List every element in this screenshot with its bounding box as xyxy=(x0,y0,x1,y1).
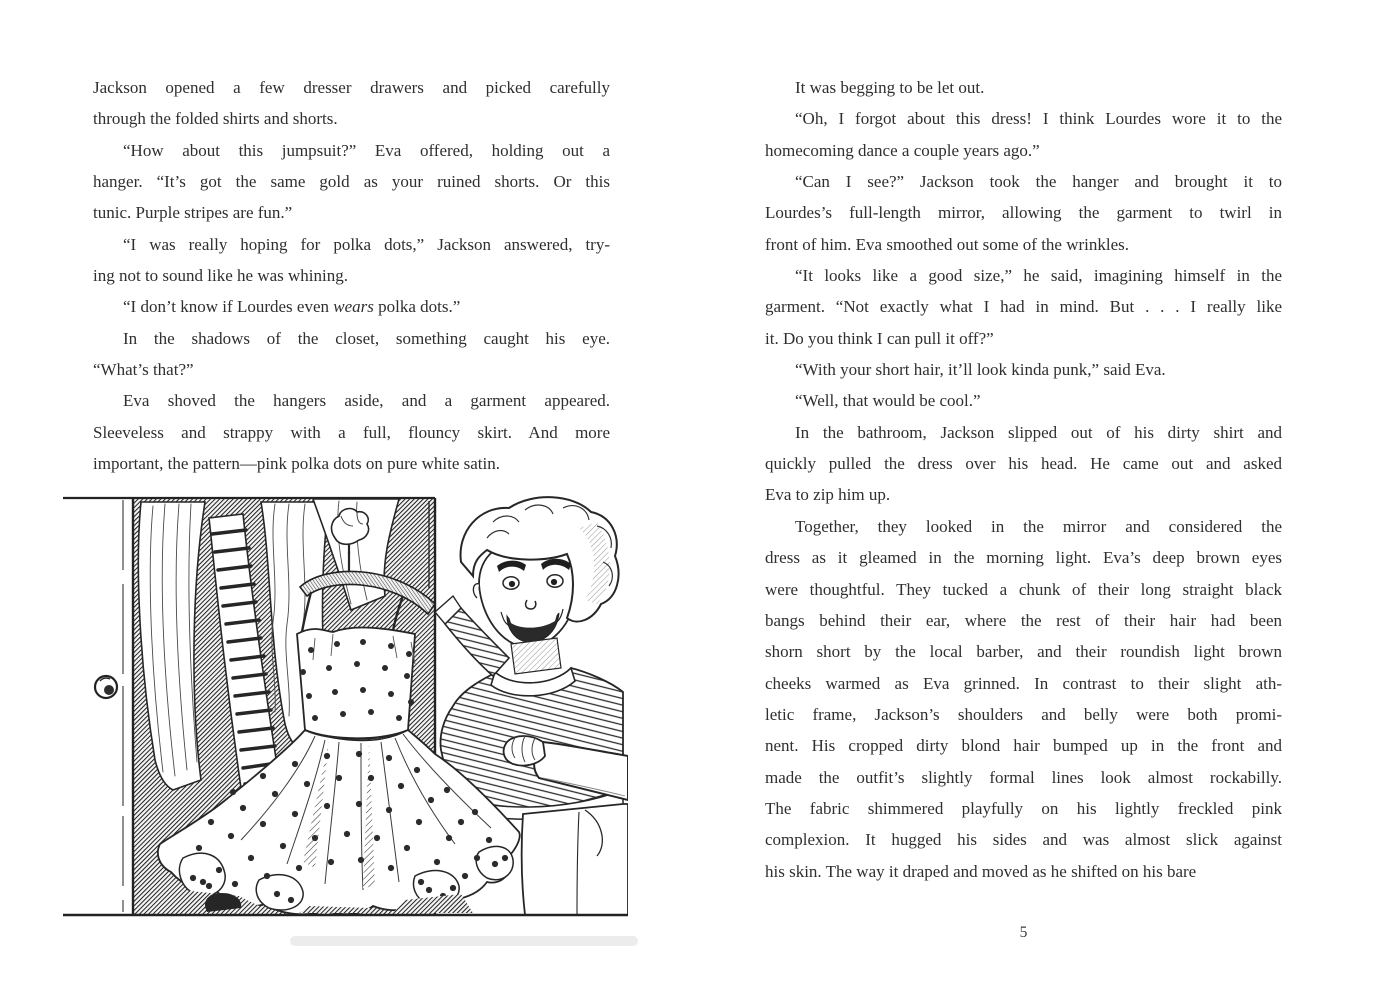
text-line: front of him. Eva smoothed out some of the wrinkles. xyxy=(765,234,1130,254)
text-line: “Can I see?” Jackson took the hanger and brought it to xyxy=(795,172,1282,192)
text-line: Jackson opened a few dresser drawers and picked carefully xyxy=(93,78,610,97)
text-line: homecoming dance a couple years ago.” xyxy=(765,140,1040,160)
closet-illustration-svg xyxy=(63,492,628,942)
text-line: his skin. The way it draped and moved as he shifted on his bare xyxy=(765,861,1197,881)
text-line: “With your short hair, it’ll look kinda punk,” said Eva. xyxy=(795,360,1166,380)
text-line: It was begging to be let out. xyxy=(795,78,985,97)
text-line: cheeks warmed as Eva grinned. In contrast to their slight ath- xyxy=(765,673,1282,693)
text-line: “Well, that would be cool.” xyxy=(795,391,981,411)
text-line: In the shadows of the closet, something caught his eye. xyxy=(123,328,610,348)
text-line: “I was really hoping for polka dots,” Jackson answered, try- xyxy=(123,234,610,254)
page-number: 5 xyxy=(1019,924,1028,941)
text-line: quickly pulled the dress over his head. He came out and asked xyxy=(765,454,1282,474)
text-line: The fabric shimmered playfully on his lightly freckled pink xyxy=(765,798,1282,818)
text-line: dress as it gleamed in the morning light. Eva’s deep brown eyes xyxy=(765,548,1282,568)
right-page-text xyxy=(765,72,1282,887)
text-line: it. Do you think I can pull it off?” xyxy=(765,328,994,348)
text-line: Eva shoved the hangers aside, and a garment appeared. xyxy=(123,391,610,411)
text-line: complexion. It hugged his sides and was almost slick against xyxy=(765,830,1282,850)
text-line: “How about this jumpsuit?” Eva offered, holding out a xyxy=(123,140,610,160)
text-line: were thoughtful. They tucked a chunk of their long straight black xyxy=(765,579,1282,599)
closet-illustration xyxy=(63,492,628,942)
text-line: bangs behind their ear, where the rest of their hair had been xyxy=(765,610,1282,630)
text-line: garment. “Not exactly what I had in mind. But . . . I really like xyxy=(765,297,1282,317)
italic-word: wears xyxy=(333,297,374,317)
text-segment: “I don’t know if Lourdes even xyxy=(123,297,334,317)
left-page-text xyxy=(93,72,610,479)
text-line: ing not to sound like he was whining. xyxy=(93,266,348,286)
text-line: “Oh, I forgot about this dress! I think Lourdes wore it to the xyxy=(795,109,1282,129)
text-line xyxy=(93,291,610,322)
text-line: made the outfit’s slightly formal lines look almost rockabilly. xyxy=(765,767,1282,787)
text-line: Together, they looked in the mirror and considered the xyxy=(795,516,1282,536)
text-line: letic frame, Jackson’s shoulders and belly were both promi- xyxy=(765,704,1282,724)
text-segment: polka dots.” xyxy=(373,297,461,317)
text-line: tunic. Purple stripes are fun.” xyxy=(93,203,293,223)
text-line: shorn short by the local barber, and their roundish light brown xyxy=(765,642,1282,662)
text-line: hanger. “It’s got the same gold as your ruined shorts. Or this xyxy=(93,172,610,192)
text-line: important, the pattern—pink polka dots on pure white satin. xyxy=(93,454,500,474)
text-line: In the bathroom, Jackson slipped out of his dirty shirt and xyxy=(795,422,1282,442)
text-line: nent. His cropped dirty blond hair bumped up in the front and xyxy=(765,736,1282,756)
text-line: Sleeveless and strappy with a full, flouncy skirt. And more xyxy=(93,422,610,442)
page-shadow xyxy=(290,936,638,946)
text-line: Eva to zip him up. xyxy=(765,485,891,505)
text-line: “It looks like a good size,” he said, imagining himself in the xyxy=(795,266,1282,286)
text-line: through the folded shirts and shorts. xyxy=(93,109,338,129)
closet-door xyxy=(95,500,123,912)
text-line: Lourdes’s full-length mirror, allowing the garment to twirl in xyxy=(765,203,1282,223)
text-line: “What’s that?” xyxy=(93,360,194,380)
pants xyxy=(522,804,628,915)
